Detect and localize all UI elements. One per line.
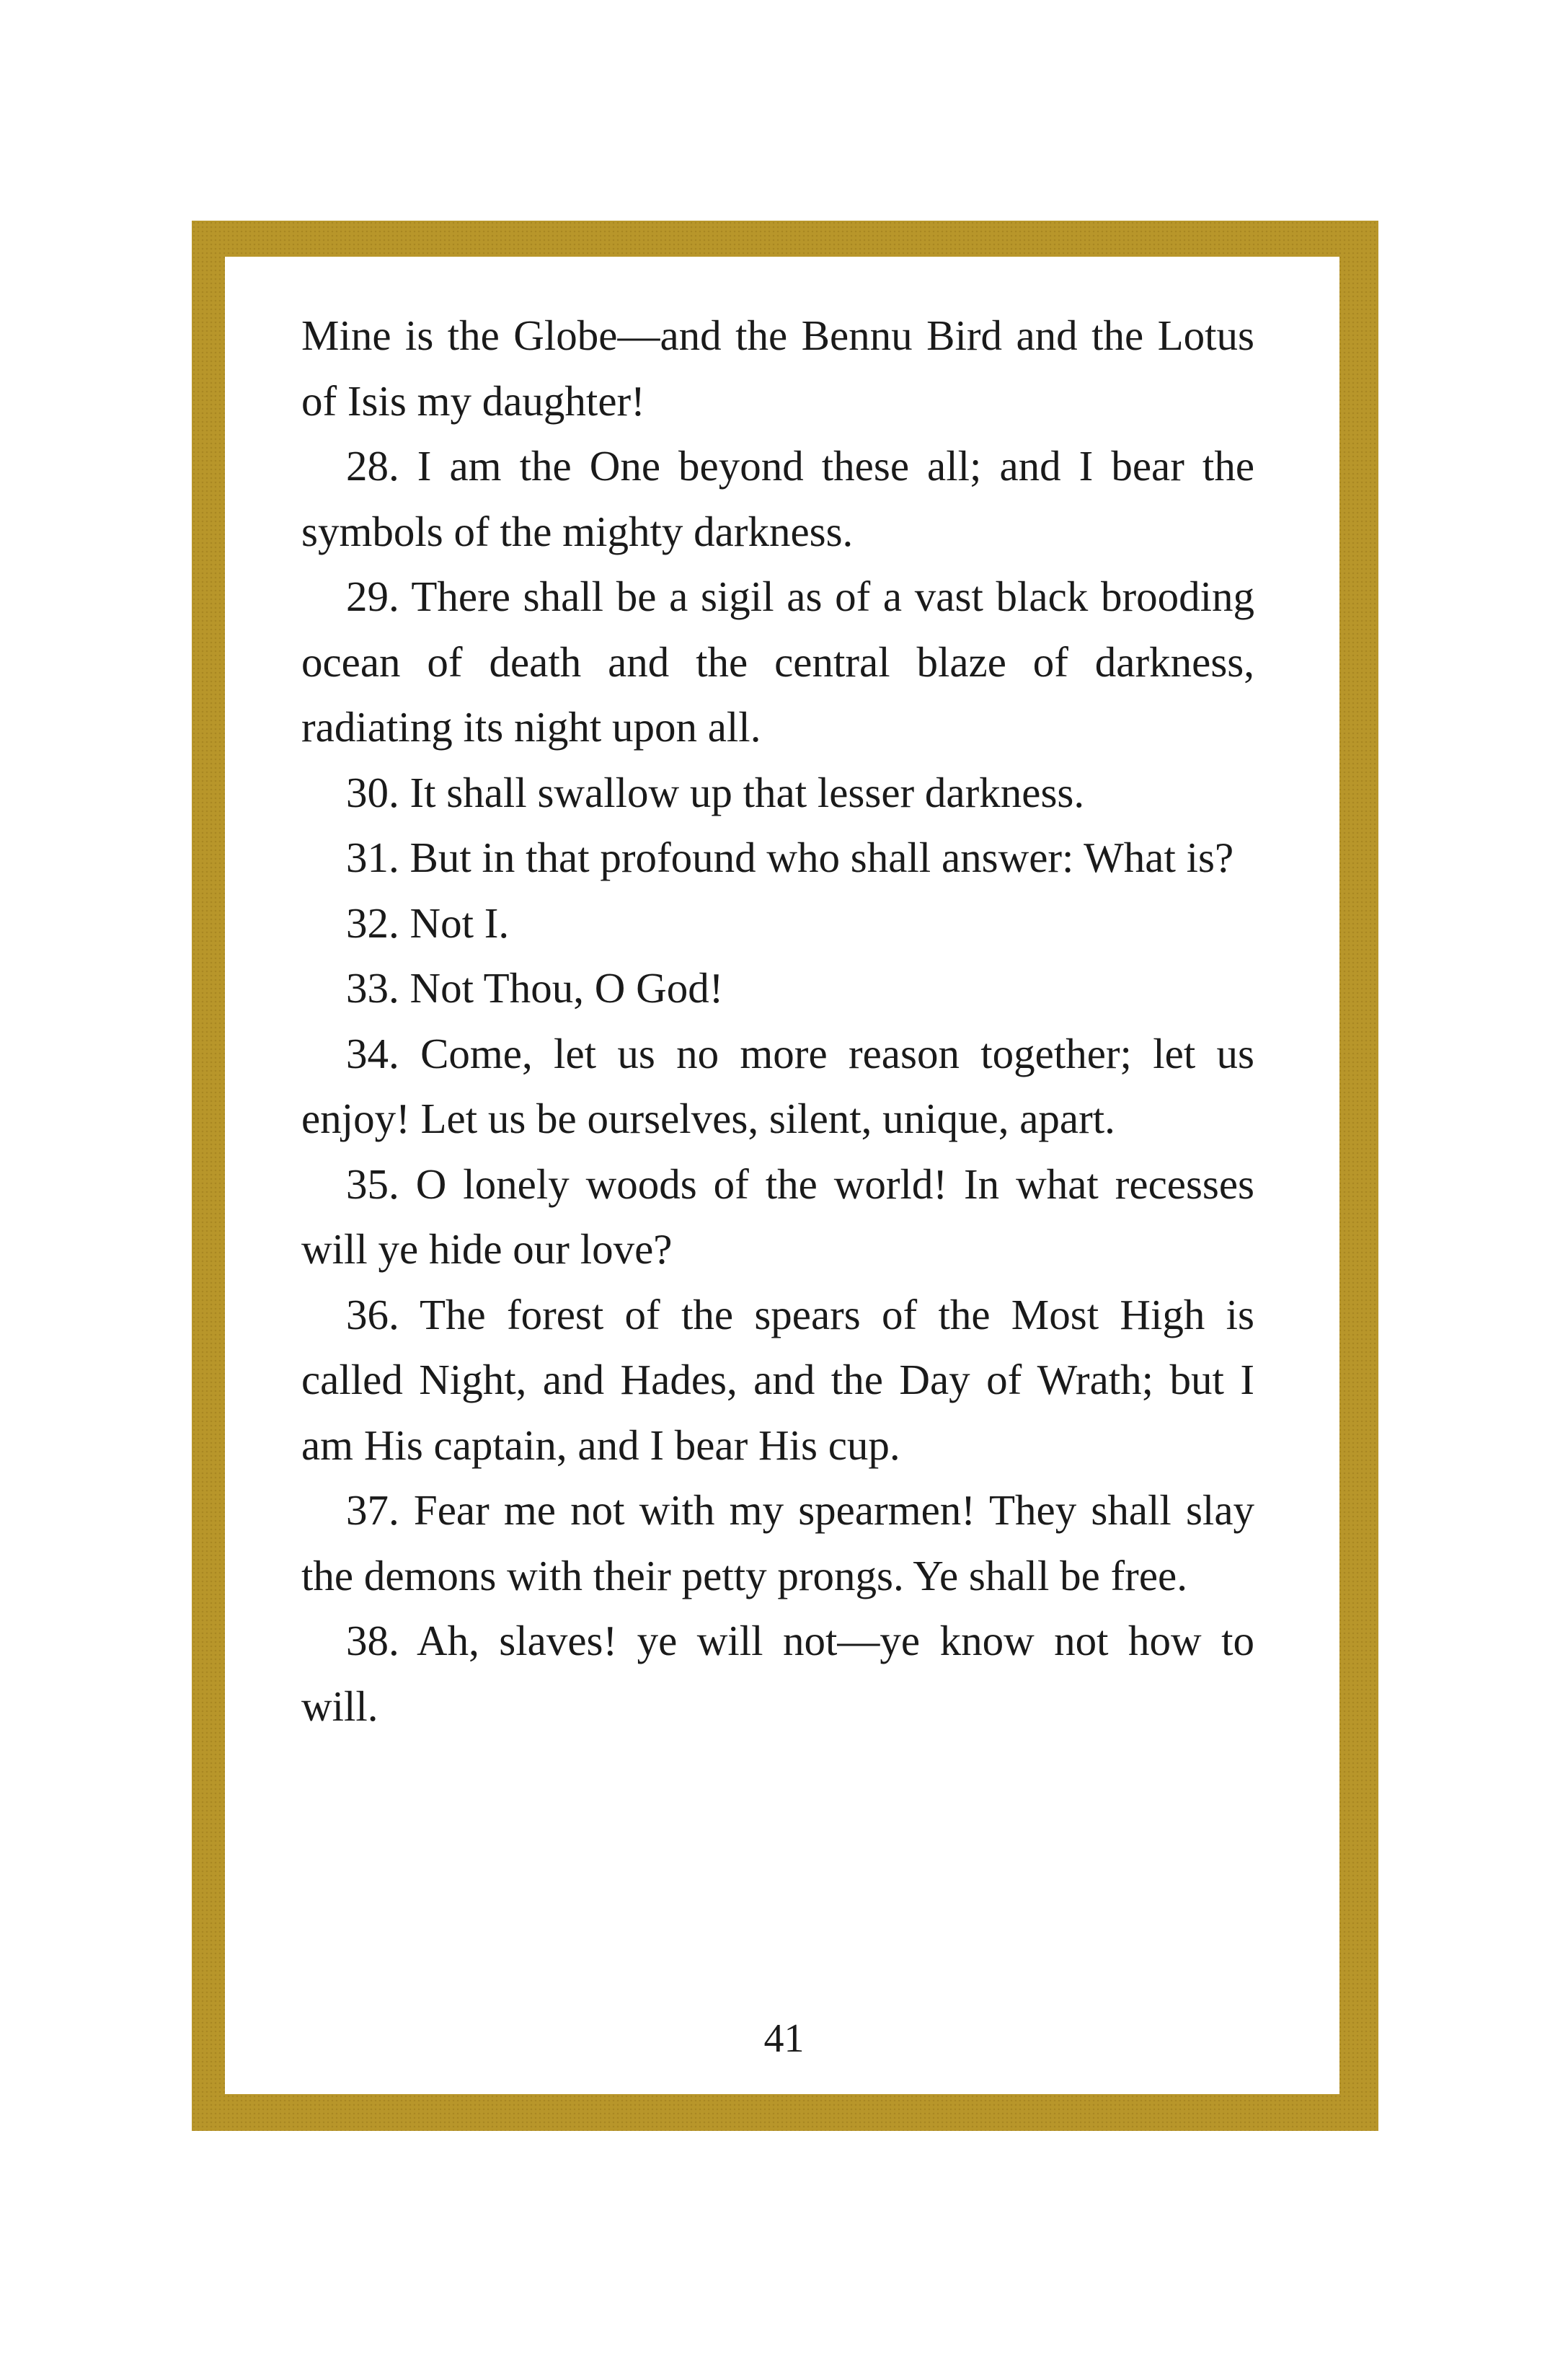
verse-number: 31. [346,834,399,881]
verse-number: 32. [346,899,399,947]
verse-37 [301,1478,1254,1608]
verse-29 [301,564,1254,760]
verse-number: 37. [346,1486,399,1534]
continuation-paragraph: Mine is the Globe—and the Bennu Bird and the Lotus of Isis my daughter! [301,312,1254,425]
verse-32 [301,891,1254,956]
verse-35 [301,1152,1254,1282]
page-number: 41 [763,2016,805,2061]
verse-text: The forest of the spears of the Most High is called Night, and Hades, and the Day of Wrath; but I am His captain, and I bear His cup. [301,1290,1254,1469]
verse-text: I am the One beyond these all; and I bear the symbols of the mighty darkness. [301,442,1255,555]
verse-34 [301,1021,1254,1152]
verse-36 [301,1282,1254,1478]
verse-33 [301,955,1254,1021]
verse-28 [301,433,1254,564]
verse-number: 35. [346,1160,399,1208]
verse-text: It shall swallow up that lesser darkness. [409,768,1085,816]
verse-number: 30. [346,768,399,816]
verse-text: Not Thou, O God! [409,964,724,1012]
verse-38 [301,1608,1254,1739]
verse-number: 28. [346,442,399,490]
verse-text: Ah, slaves! ye will not—ye know not how to will. [301,1617,1254,1730]
verse-number: 38. [346,1617,399,1664]
verse-31 [301,825,1254,891]
verse-text: Come, let us no more reason together; let us enjoy! Let us be ourselves, silent, unique, apart. [301,1029,1254,1142]
verse-number: 36. [346,1290,399,1338]
verse-text: Fear me not with my spearmen! They shall slay the demons with their petty prongs. Ye shall be free. [301,1486,1255,1599]
verse-text-block [301,303,1254,1739]
verse-text: There shall be a sigil as of a vast black brooding ocean of death and the central blaze of darkness, radiating its night upon all. [301,573,1254,751]
verse-number: 33. [346,964,399,1012]
verse-number: 34. [346,1029,399,1077]
verse-text: But in that profound who shall answer: What is? [409,834,1234,881]
verse-number: 29. [346,573,399,620]
verse-text: Not I. [409,899,510,947]
verse-text: O lonely woods of the world! In what recesses will ye hide our love? [301,1160,1255,1273]
verse-30 [301,760,1254,826]
